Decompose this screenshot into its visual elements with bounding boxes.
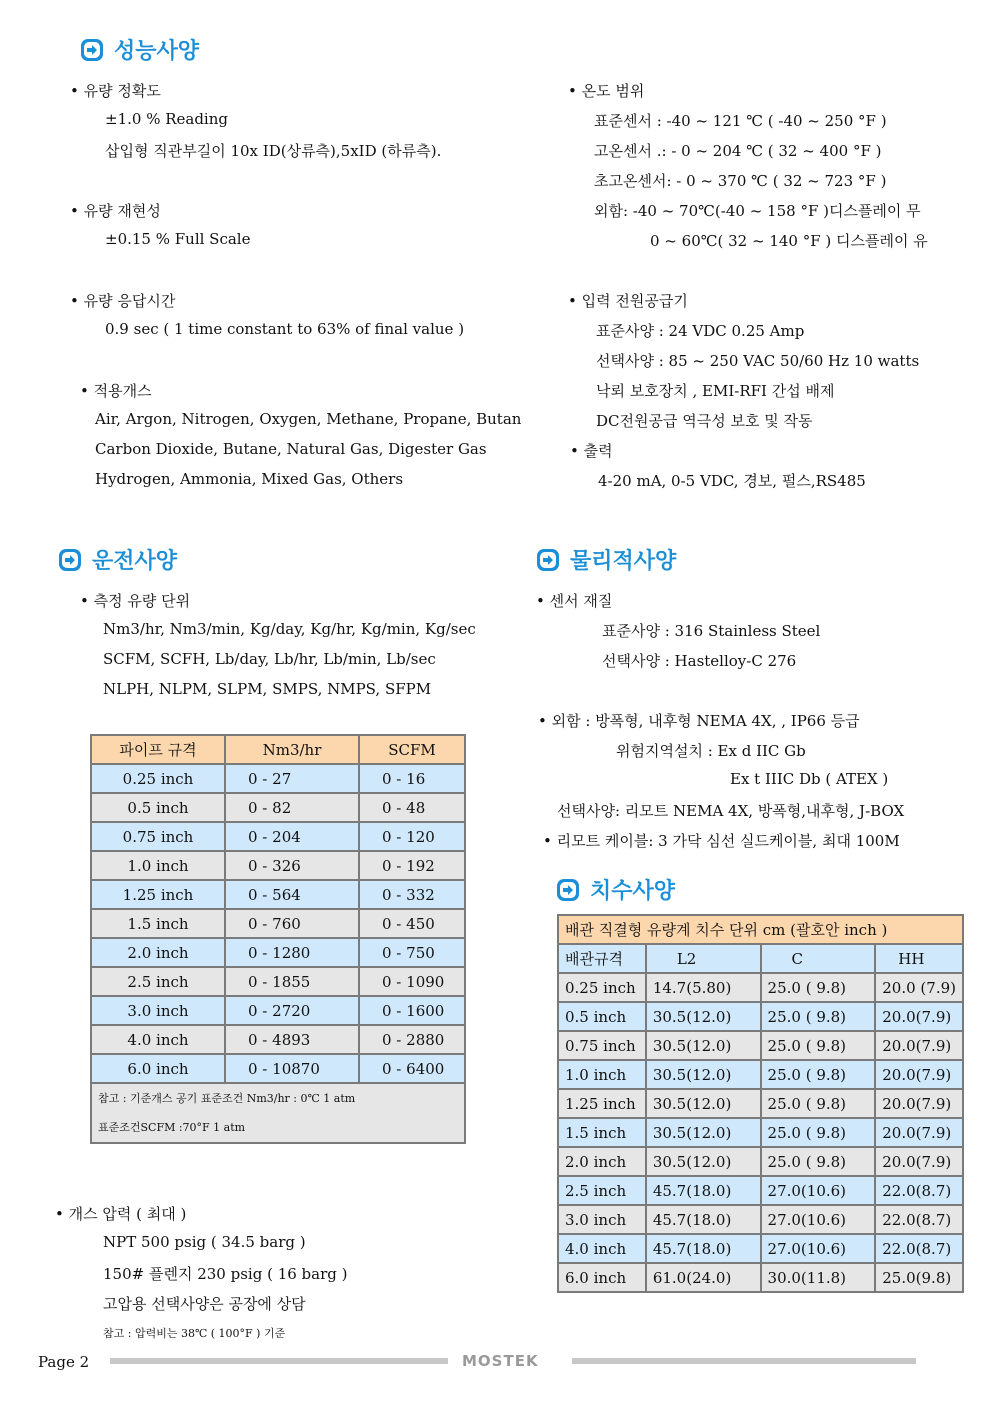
scfm-cell: 0 - 1600 (359, 996, 465, 1025)
arrow-right-circle-icon (536, 548, 560, 572)
c-cell: 25.0 ( 9.8) (761, 1031, 876, 1060)
section-title: 물리적사양 (570, 549, 677, 574)
scfm-cell: 0 - 332 (359, 880, 465, 909)
pressure-note: 참고 : 압력비는 38℃ ( 100°F ) 기준 (103, 1327, 286, 1340)
pressure-line: NPT 500 psig ( 34.5 barg ) (103, 1233, 306, 1251)
section-title: 운전사양 (92, 549, 178, 574)
material-line: 표준사양 : 316 Stainless Steel (602, 622, 821, 640)
pipe-size-cell: 0.25 inch (558, 973, 646, 1002)
c-cell: 27.0(10.6) (761, 1234, 876, 1263)
table-row (558, 1089, 963, 1118)
table-row (91, 880, 465, 909)
arrow-right-circle-icon (58, 548, 82, 572)
c-cell: 25.0 ( 9.8) (761, 1002, 876, 1031)
table-row (558, 1060, 963, 1089)
scfm-cell: 0 - 2880 (359, 1025, 465, 1054)
c-cell: 25.0 ( 9.8) (761, 1147, 876, 1176)
section-title: 치수사양 (590, 879, 676, 904)
l2-cell: 14.7(5.80) (646, 973, 761, 1002)
c-cell: 27.0(10.6) (761, 1176, 876, 1205)
gas-line: Air, Argon, Nitrogen, Oxygen, Methane, Propane, Butan (95, 410, 522, 428)
power-line: 표준사양 : 24 VDC 0.25 Amp (596, 322, 805, 340)
l2-cell: 30.5(12.0) (646, 1118, 761, 1147)
temp-line: 고온센서 .: - 0 ~ 204 ℃ ( 32 ~ 400 °F ) (594, 142, 882, 160)
table-header-cell: Nm3/hr (225, 735, 359, 764)
table-row (558, 1118, 963, 1147)
pipe-size-cell: 1.5 inch (558, 1118, 646, 1147)
pipe-size-cell: 0.75 inch (558, 1031, 646, 1060)
cable-line: • 리모트 케이블: 3 가닥 심선 실드케이블, 최대 100M (543, 830, 900, 851)
l2-cell: 45.7(18.0) (646, 1176, 761, 1205)
nm3-cell: 0 - 27 (225, 764, 359, 793)
table-note (91, 1083, 465, 1143)
table-row (91, 938, 465, 967)
flow-range-table (90, 734, 466, 1144)
pipe-size-cell: 2.0 inch (558, 1147, 646, 1176)
table-note-row (91, 1083, 465, 1143)
nm3-cell: 0 - 82 (225, 793, 359, 822)
power-line: DC전원공급 역극성 보호 및 작동 (596, 412, 813, 430)
c-cell: 25.0 ( 9.8) (761, 973, 876, 1002)
table-header-row (558, 944, 963, 973)
table-row (91, 1054, 465, 1083)
accuracy-title: • 유량 정확도 (70, 80, 161, 101)
section-header-dimension (556, 874, 675, 905)
l2-cell: 30.5(12.0) (646, 1089, 761, 1118)
table-header-cell: 파이프 규격 (91, 735, 225, 764)
nm3-cell: 0 - 760 (225, 909, 359, 938)
nm3-cell: 0 - 1855 (225, 967, 359, 996)
material-line: 선택사양 : Hastelloy-C 276 (602, 652, 797, 670)
table-title-row (558, 915, 963, 944)
pipe-size-cell: 4.0 inch (91, 1025, 225, 1054)
pipe-size-cell: 0.75 inch (91, 822, 225, 851)
hh-cell: 22.0(8.7) (875, 1234, 963, 1263)
scfm-cell: 0 - 6400 (359, 1054, 465, 1083)
scfm-cell: 0 - 120 (359, 822, 465, 851)
page-number: Page 2 (38, 1353, 90, 1371)
unit-line: Nm3/hr, Nm3/min, Kg/day, Kg/hr, Kg/min, Kg/sec (103, 620, 476, 638)
table-row (91, 764, 465, 793)
hh-cell: 20.0(7.9) (875, 1031, 963, 1060)
c-cell: 25.0 ( 9.8) (761, 1089, 876, 1118)
nm3-cell: 0 - 326 (225, 851, 359, 880)
pipe-size-cell: 0.5 inch (558, 1002, 646, 1031)
table-row (91, 793, 465, 822)
output-title: • 출력 (570, 440, 613, 461)
table-row (558, 1002, 963, 1031)
gas-line: Carbon Dioxide, Butane, Natural Gas, Digester Gas (95, 440, 487, 458)
enclosure-title: • 외함 : 방폭형, 내후형 NEMA 4X, , IP66 등급 (538, 710, 860, 731)
hh-cell: 20.0(7.9) (875, 1060, 963, 1089)
table-row (558, 1147, 963, 1176)
section-header-physical (536, 544, 676, 575)
l2-cell: 30.5(12.0) (646, 1031, 761, 1060)
pipe-size-cell: 2.5 inch (91, 967, 225, 996)
temp-line: 외함: -40 ~ 70℃(-40 ~ 158 °F )디스플레이 무 (594, 202, 921, 220)
pipe-size-cell: 3.0 inch (558, 1205, 646, 1234)
response-line: 0.9 sec ( 1 time constant to 63% of final value ) (105, 320, 465, 338)
footer-rule (572, 1358, 916, 1364)
temp-title: • 온도 범위 (568, 80, 644, 101)
scfm-cell: 0 - 750 (359, 938, 465, 967)
temp-line: 표준센서 : -40 ~ 121 ℃ ( -40 ~ 250 °F ) (594, 112, 887, 130)
scfm-cell: 0 - 192 (359, 851, 465, 880)
accuracy-line: 삽입형 직관부길이 10x ID(상류측),5xID (하류측). (105, 142, 442, 160)
accuracy-line: ±1.0 % Reading (105, 110, 228, 128)
pipe-size-cell: 1.0 inch (91, 851, 225, 880)
unit-line: SCFM, SCFH, Lb/day, Lb/hr, Lb/min, Lb/sec (103, 650, 436, 668)
arrow-right-circle-icon (556, 878, 580, 902)
hh-cell: 22.0(8.7) (875, 1176, 963, 1205)
scfm-cell: 0 - 16 (359, 764, 465, 793)
hh-cell: 20.0(7.9) (875, 1147, 963, 1176)
table-row (558, 1205, 963, 1234)
arrow-right-circle-icon (80, 38, 104, 62)
table-row (91, 967, 465, 996)
table-header-cell: C (761, 944, 876, 973)
gas-line: Hydrogen, Ammonia, Mixed Gas, Others (95, 470, 404, 488)
pipe-size-cell: 0.25 inch (91, 764, 225, 793)
nm3-cell: 0 - 4893 (225, 1025, 359, 1054)
pressure-title: • 개스 압력 ( 최대 ) (55, 1203, 186, 1224)
nm3-cell: 0 - 2720 (225, 996, 359, 1025)
unit-line: NLPH, NLPM, SLPM, SMPS, NMPS, SFPM (103, 680, 432, 698)
pipe-size-cell: 2.5 inch (558, 1176, 646, 1205)
pressure-line: 150# 플렌지 230 psig ( 16 barg ) (103, 1265, 348, 1283)
section-title: 성능사양 (114, 39, 200, 64)
pipe-size-cell: 1.5 inch (91, 909, 225, 938)
hh-cell: 20.0(7.9) (875, 1002, 963, 1031)
nm3-cell: 0 - 204 (225, 822, 359, 851)
pipe-size-cell: 4.0 inch (558, 1234, 646, 1263)
hh-cell: 25.0(9.8) (875, 1263, 963, 1292)
enclosure-line: 위험지역설치 : Ex d IIC Gb (616, 742, 806, 760)
table-header-cell: SCFM (359, 735, 465, 764)
dimension-table-title: 배관 직결형 유량계 치수 단위 cm (괄호안 inch ) (558, 915, 963, 944)
nm3-cell: 0 - 10870 (225, 1054, 359, 1083)
table-row (558, 1234, 963, 1263)
hh-cell: 20.0 (7.9) (875, 973, 963, 1002)
table-row (91, 851, 465, 880)
pipe-size-cell: 6.0 inch (558, 1263, 646, 1292)
l2-cell: 30.5(12.0) (646, 1147, 761, 1176)
l2-cell: 45.7(18.0) (646, 1234, 761, 1263)
material-title: • 센서 재질 (536, 590, 612, 611)
unit-title: • 측정 유량 단위 (80, 590, 190, 611)
temp-line: 초고온센서: - 0 ~ 370 ℃ ( 32 ~ 723 °F ) (594, 172, 887, 190)
pipe-size-cell: 3.0 inch (91, 996, 225, 1025)
scfm-cell: 0 - 450 (359, 909, 465, 938)
pipe-size-cell: 0.5 inch (91, 793, 225, 822)
l2-cell: 30.5(12.0) (646, 1002, 761, 1031)
scfm-cell: 0 - 1090 (359, 967, 465, 996)
repeat-title: • 유량 재현성 (70, 200, 161, 221)
table-row (91, 1025, 465, 1054)
nm3-cell: 0 - 564 (225, 880, 359, 909)
repeat-line: ±0.15 % Full Scale (105, 230, 251, 248)
c-cell: 27.0(10.6) (761, 1205, 876, 1234)
hh-cell: 20.0(7.9) (875, 1118, 963, 1147)
l2-cell: 61.0(24.0) (646, 1263, 761, 1292)
power-title: • 입력 전원공급기 (568, 290, 688, 311)
enclosure-line: 선택사양: 리모트 NEMA 4X, 방폭형,내후형, J-BOX (557, 802, 905, 820)
output-line: 4-20 mA, 0-5 VDC, 경보, 펄스,RS485 (598, 472, 866, 490)
section-header-performance (80, 34, 199, 65)
table-header-cell: HH (875, 944, 963, 973)
hh-cell: 20.0(7.9) (875, 1089, 963, 1118)
pipe-size-cell: 6.0 inch (91, 1054, 225, 1083)
note-line: 참고 : 기준개스 공기 표준조건 Nm3/hr : 0℃ 1 atm (98, 1092, 356, 1105)
pressure-line: 고압용 선택사양은 공장에 상담 (103, 1295, 306, 1313)
c-cell: 25.0 ( 9.8) (761, 1060, 876, 1089)
scfm-cell: 0 - 48 (359, 793, 465, 822)
footer-rule (110, 1358, 448, 1364)
table-row (558, 1263, 963, 1292)
hh-cell: 22.0(8.7) (875, 1205, 963, 1234)
pipe-size-cell: 1.25 inch (558, 1089, 646, 1118)
c-cell: 25.0 ( 9.8) (761, 1118, 876, 1147)
temp-line: 0 ~ 60℃( 32 ~ 140 °F ) 디스플레이 유 (650, 232, 928, 250)
section-header-operation (58, 544, 177, 575)
table-header-cell: 배관규격 (558, 944, 646, 973)
table-row (91, 909, 465, 938)
table-header-cell: L2 (646, 944, 761, 973)
pipe-size-cell: 1.0 inch (558, 1060, 646, 1089)
pipe-size-cell: 1.25 inch (91, 880, 225, 909)
mostek-logo: MOSTEK (462, 1352, 539, 1370)
table-row (558, 973, 963, 1002)
table-row (558, 1176, 963, 1205)
l2-cell: 30.5(12.0) (646, 1060, 761, 1089)
dimension-table (557, 914, 964, 1293)
enclosure-line: Ex t IIIC Db ( ATEX ) (730, 770, 889, 788)
power-line: 낙뢰 보호장치 , EMI-RFI 간섭 배제 (596, 382, 835, 400)
table-header-row (91, 735, 465, 764)
power-line: 선택사양 : 85 ~ 250 VAC 50/60 Hz 10 watts (596, 352, 920, 370)
table-row (91, 996, 465, 1025)
response-title: • 유량 응답시간 (70, 290, 175, 311)
pipe-size-cell: 2.0 inch (91, 938, 225, 967)
gas-title: • 적용개스 (80, 380, 152, 401)
table-row (558, 1031, 963, 1060)
nm3-cell: 0 - 1280 (225, 938, 359, 967)
table-row (91, 822, 465, 851)
note-line: 표준조건SCFM :70°F 1 atm (98, 1121, 246, 1134)
l2-cell: 45.7(18.0) (646, 1205, 761, 1234)
c-cell: 30.0(11.8) (761, 1263, 876, 1292)
